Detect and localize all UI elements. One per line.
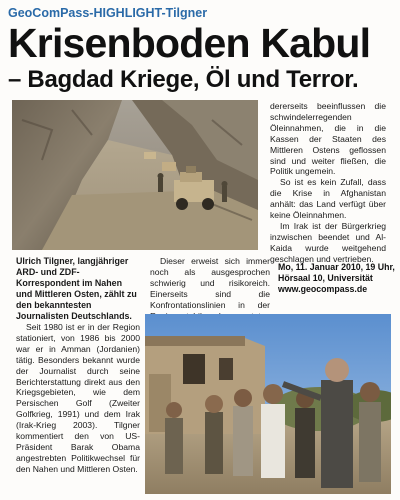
event-location: Hörsaal 10, Universität bbox=[278, 273, 373, 283]
article-lead: Ulrich Tilgner, langjähriger ARD- und ZDF-Korrespondent im Nahen und Mittleren Osten, zählt zu den bekanntesten Journalisten Deutschlands. bbox=[16, 256, 137, 322]
headline: Krisenboden Kabul bbox=[8, 20, 371, 66]
section-kicker: GeoComPass-HIGHLIGHT-Tilgner bbox=[8, 6, 208, 20]
article-column-right bbox=[270, 101, 386, 265]
mountain-convoy-photo bbox=[12, 100, 258, 250]
paragraph: So ist es kein Zufall, dass die Krise in Afghanistan anhält: das Land verfügt über keine Öleinnahmen. bbox=[270, 177, 386, 221]
paragraph: dererseits beeinflussen die schwindelerregenden Öleinnahmen, die in die Kassen der Staaten des Mittleren Ostens geflossen sind und weiter fließen, die Politik ungemein. bbox=[270, 101, 386, 177]
event-website[interactable]: www.geocompass.de bbox=[278, 284, 368, 294]
paragraph: Seit 1980 ist er in der Region stationiert, von 1986 bis 2000 war er in Amman (Jordanien) tätig. Besonders bekannt wurde der Journalist durch seine Berichterstattung direkt aus den Kriegsgebieten, wie dem Persischen Golf (Zweiter Golfkrieg, 1991) und dem Irak (Irak-Krieg 2003). Tilgner kommentiert den von US-Präsident Barak Obama angestrebten Politikwechsel für den Nahen und Mittleren Osten. bbox=[16, 322, 140, 474]
paragraph: Dieser erweist sich immer noch als ausgesprochen schwierig und risikoreich. Einerseits sind die Konfrontationslinien in der bbox=[150, 256, 270, 310]
paragraph: Im Irak ist der Bürgerkrieg inzwischen beendet und Al-Kaida wurde weitgehend geschlagen und vertrieben. bbox=[270, 220, 386, 264]
group-meeting-photo bbox=[145, 314, 391, 494]
event-info bbox=[278, 262, 396, 295]
event-date: Mo, 11. Januar 2010, 19 Uhr, bbox=[278, 262, 395, 272]
subheadline: – Bagdad Kriege, Öl und Terror. bbox=[8, 66, 359, 93]
article-column-left bbox=[16, 322, 140, 475]
